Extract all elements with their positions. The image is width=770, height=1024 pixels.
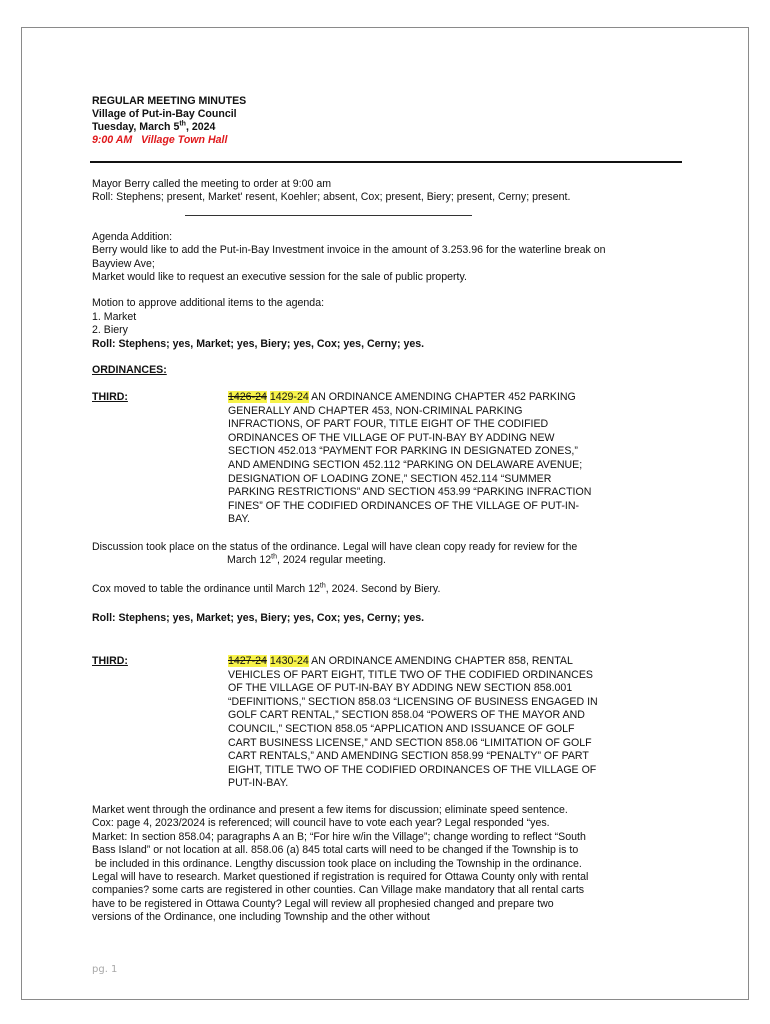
motion-line: 2. Biery	[92, 324, 128, 336]
discussion-line: have to be registered in Ottawa County? Legal will review all prophesied changed and prepare two	[92, 897, 554, 910]
roll-call: Roll: Stephens; present, Market' resent, Koehler; absent, Cox; present, Biery; present, Cerny; present.	[92, 191, 571, 203]
motion-line: Motion to approve additional items to the agenda:	[92, 297, 325, 309]
ordinance-reading-label: THIRD:	[92, 655, 128, 667]
ordinance-2-text: 1427-24 1430-24 AN ORDINANCE AMENDING CHAPTER 858, RENTAL VEHICLES OF PART EIGHT, TITLE TWO OF THE CODIFIED ORDINANCES OF THE VILLAGE OF PUT-IN-BAY BY ADDING NEW SECTION 858.001 “DEFINITIONS,” SECTION 858.03 “LICENSING OF BUSINESS ENGAGED IN GOLF CART RENTAL,” SECTION 858.04 “POWERS OF THE MAYOR AND COUNCIL,” SECTION 858.05 “APPLICATION AND ISSUANCE OF GOLF CART BUSINESS LICENSE,” AND SECTION 858.06 “LIMITATION OF GOLF CART RENTALS,” AND AMENDING SECTION 858.99 “PENALTY” OF PART EIGHT, TITLE TWO OF THE CODIFIED ORDINANCES OF THE VILLAGE OF PUT-IN-BAY.	[228, 655, 598, 790]
discussion-line: versions of the Ordinance, one including Township and the other without	[92, 911, 430, 924]
agenda-line: Berry would like to add the Put-in-Bay Investment invoice in the amount of 3.253.96 for the waterline break on	[92, 244, 606, 256]
discussion-line: Market went through the ordinance and present a few items for discussion; eliminate speed sentence.	[92, 804, 568, 816]
ordinance-reading-label: THIRD:	[92, 391, 128, 403]
ordinance-1-roll: Roll: Stephens; yes, Market; yes, Biery; yes, Cox; yes, Cerny; yes.	[92, 612, 425, 624]
new-ordinance-number: 1430-24	[269, 655, 309, 667]
ordinances-heading: ORDINANCES:	[92, 364, 167, 376]
ordinance-1-discussion: March 12th, 2024 regular meeting.	[227, 553, 386, 566]
agenda-line: Market would like to request an executive session for the sale of public property.	[92, 271, 467, 283]
header-divider	[90, 161, 682, 163]
old-ordinance-number: 1426-24	[228, 391, 267, 403]
old-ordinance-number: 1427-24	[228, 655, 267, 667]
ordinance-1-text: 1426-24 1429-24 AN ORDINANCE AMENDING CHAPTER 452 PARKING GENERALLY AND CHAPTER 453, NON-CRIMINAL PARKING INFRACTIONS, OF PART FOUR, TITLE EIGHT OF THE CODIFIED ORDINANCES OF THE VILLAGE OF PUT-IN-BAY BY ADDING NEW SECTION 452.013 “PAYMENT FOR PARKING IN DESIGNATED ZONES,” AND AMENDING SECTION 452.112 “PARKING ON DELAWARE AVENUE; DESIGNATION OF LOADING ZONE,” SECTION 452.114 “SUMMER PARKING RESTRICTIONS” AND SECTION 453.99 “PARKING INFRACTION FINES” OF THE CODIFIED ORDINANCES OF THE VILLAGE OF PUT-IN- BAY.	[228, 391, 592, 526]
new-ordinance-number: 1429-24	[269, 391, 309, 403]
title-meeting-minutes: REGULAR MEETING MINUTES	[92, 95, 247, 107]
discussion-line: Legal will have to research. Market questioned if registration is required for Ottawa County only with rental	[92, 871, 589, 884]
ordinance-2-discussion	[92, 804, 652, 925]
agenda-line: Bayview Ave;	[92, 258, 155, 270]
discussion-line: Bass Island” or not location at all. 858.06 (a) 845 total carts will need to be changed if the Township is to	[92, 844, 579, 857]
discussion-line: companies? some carts are registered in other counties. Can Village make mandatory that all rental carts	[92, 884, 585, 897]
discussion-line: Cox: page 4, 2023/2024 is referenced; will council have to vote each year? Legal responded “yes.	[92, 817, 550, 830]
motion-line: 1. Market	[92, 311, 137, 323]
page-number: pg. 1	[92, 964, 118, 975]
title-council: Village of Put-in-Bay Council	[92, 108, 237, 120]
ordinance-1-discussion: Discussion took place on the status of the ordinance. Legal will have clean copy ready for review for the	[92, 541, 578, 553]
discussion-line: Market: In section 858.04; paragraphs A an B; “For hire w/in the Village”; change wording to reflect “South	[92, 830, 586, 843]
ordinance-1-table-motion: Cox moved to table the ordinance until March 12th, 2024. Second by Biery.	[92, 582, 441, 595]
meeting-date: Tuesday, March 5th, 2024	[92, 120, 216, 133]
discussion-line: be included in this ordinance. Lengthy discussion took place on including the Township in the ordinance.	[92, 857, 582, 870]
separator-line	[185, 215, 472, 216]
meeting-time-location: 9:00 AM Village Town Hall	[92, 134, 228, 146]
motion-roll: Roll: Stephens; yes, Market; yes, Biery; yes, Cox; yes, Cerny; yes.	[92, 338, 425, 350]
agenda-title: Agenda Addition:	[92, 231, 173, 243]
call-to-order: Mayor Berry called the meeting to order at 9:00 am	[92, 178, 332, 190]
